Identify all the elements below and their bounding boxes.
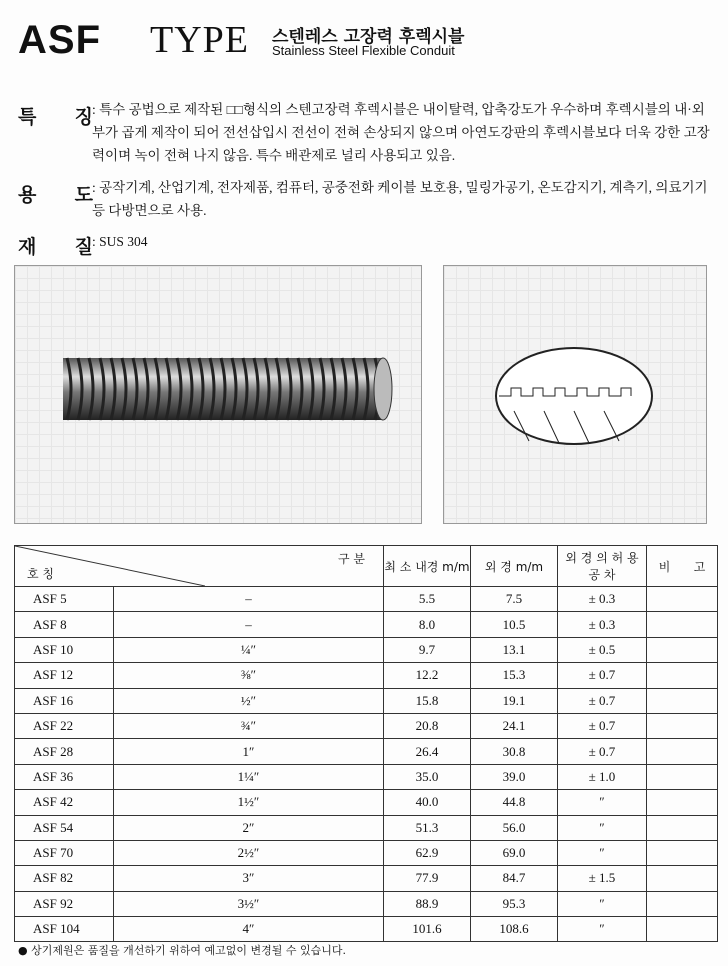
remarks-cell xyxy=(647,815,718,840)
features-label xyxy=(18,102,93,129)
division-cell: – xyxy=(114,612,384,637)
table-row xyxy=(15,612,718,637)
tolerance-cell: ″ xyxy=(558,840,647,865)
name-cell: ASF 104 xyxy=(15,917,114,942)
remarks-header xyxy=(647,546,718,587)
table-row xyxy=(15,790,718,815)
min-id-cell: 5.5 xyxy=(384,587,471,612)
tolerance-cell: ″ xyxy=(558,917,647,942)
od-cell: 19.1 xyxy=(471,688,558,713)
division-cell: 4″ xyxy=(114,917,384,942)
table-row xyxy=(15,587,718,612)
table-row xyxy=(15,840,718,865)
min-id-cell: 8.0 xyxy=(384,612,471,637)
od-cell: 10.5 xyxy=(471,612,558,637)
od-cell: 7.5 xyxy=(471,587,558,612)
od-cell: 84.7 xyxy=(471,866,558,891)
tolerance-cell: ± 0.7 xyxy=(558,688,647,713)
features-text: : 특수 공법으로 제작된 □□형식의 스텐고장력 후렉시블은 내이탈력, 압축강도가 우수하며 후렉시블의 내·외부가 곱게 제작이 되어 전선삽입시 전선이 전혀 손상되지 않으며 아연도강판의 후렉시블보다 더욱 강한 고장력이며 녹이 전혀 나지 않음. 특수 배관제로 널리 사용되고 있음. xyxy=(92,102,710,163)
od-cell: 13.1 xyxy=(471,637,558,662)
min-id-cell: 62.9 xyxy=(384,840,471,865)
remarks-cell xyxy=(647,764,718,789)
name-cell: ASF 8 xyxy=(15,612,114,637)
division-cell: ½″ xyxy=(114,688,384,713)
remarks-cell xyxy=(647,637,718,662)
tolerance-cell: ± 1.0 xyxy=(558,764,647,789)
table-row xyxy=(15,815,718,840)
name-cell: ASF 10 xyxy=(15,637,114,662)
usage-text: : 공작기계, 산업기계, 전자제품, 컴퓨터, 공중전화 케이블 보호용, 밀링가공기, 온도감지기, 계측기, 의료기기 등 다방면으로 사용. xyxy=(92,180,708,218)
tolerance-cell: ± 0.7 xyxy=(558,739,647,764)
name-cell: ASF 16 xyxy=(15,688,114,713)
min-id-header: 최 소 내경 m/m xyxy=(384,546,471,587)
tolerance-cell: ″ xyxy=(558,891,647,916)
footnote: ● 상기제원은 품질을 개선하기 위하여 예고없이 변경될 수 있습니다. xyxy=(18,944,346,957)
table-row xyxy=(15,917,718,942)
remarks-cell xyxy=(647,891,718,916)
tolerance-cell: ± 0.7 xyxy=(558,663,647,688)
table-row xyxy=(15,688,718,713)
min-id-cell: 77.9 xyxy=(384,866,471,891)
division-cell: 3″ xyxy=(114,866,384,891)
od-cell: 56.0 xyxy=(471,815,558,840)
od-cell: 108.6 xyxy=(471,917,558,942)
division-cell: ⅜″ xyxy=(114,663,384,688)
table-row xyxy=(15,891,718,916)
min-id-cell: 20.8 xyxy=(384,713,471,738)
remarks-cell xyxy=(647,663,718,688)
name-cell: ASF 36 xyxy=(15,764,114,789)
min-id-cell: 9.7 xyxy=(384,637,471,662)
label-char: 도 xyxy=(74,184,93,206)
material-text: : SUS 304 xyxy=(92,234,148,249)
name-cell: ASF 12 xyxy=(15,663,114,688)
name-cell: ASF 92 xyxy=(15,891,114,916)
tolerance-cell: ″ xyxy=(558,815,647,840)
remarks-cell xyxy=(647,917,718,942)
table-row xyxy=(15,713,718,738)
remarks-cell xyxy=(647,688,718,713)
division-cell: 1¼″ xyxy=(114,764,384,789)
conduit-image xyxy=(15,266,421,523)
usage-label xyxy=(18,180,93,207)
spec-table xyxy=(14,545,718,942)
remarks-cell xyxy=(647,739,718,764)
table-row xyxy=(15,637,718,662)
od-cell: 30.8 xyxy=(471,739,558,764)
name-cell: ASF 28 xyxy=(15,739,114,764)
division-header: 구 분 xyxy=(338,552,365,566)
tolerance-cell: ± 0.3 xyxy=(558,612,647,637)
type-title: TYPE xyxy=(150,19,249,61)
remarks-cell xyxy=(647,840,718,865)
division-cell: 1″ xyxy=(114,739,384,764)
od-cell: 69.0 xyxy=(471,840,558,865)
tolerance-cell: ± 0.3 xyxy=(558,587,647,612)
division-cell: ¼″ xyxy=(114,637,384,662)
label-char: 특 xyxy=(18,106,37,128)
tolerance-header: 외 경 의 허 용 공 차 xyxy=(558,546,647,587)
english-title: Stainless Steel Flexible Conduit xyxy=(272,43,455,58)
cross-section-image xyxy=(444,266,706,523)
min-id-cell: 51.3 xyxy=(384,815,471,840)
division-cell: ¾″ xyxy=(114,713,384,738)
name-cell: ASF 22 xyxy=(15,713,114,738)
remarks-cell xyxy=(647,612,718,637)
division-cell: 1½″ xyxy=(114,790,384,815)
table-row xyxy=(15,866,718,891)
label-char: 재 xyxy=(18,236,37,258)
table-row xyxy=(15,764,718,789)
remarks-cell xyxy=(647,713,718,738)
conduit-photo xyxy=(14,265,422,524)
name-cell: ASF 82 xyxy=(15,866,114,891)
division-cell: – xyxy=(114,587,384,612)
table-row xyxy=(15,663,718,688)
tolerance-cell: ± 1.5 xyxy=(558,866,647,891)
od-cell: 15.3 xyxy=(471,663,558,688)
material-label xyxy=(18,232,93,259)
label-char: 질 xyxy=(74,236,93,258)
od-header: 외 경 m/m xyxy=(471,546,558,587)
tolerance-cell: ± 0.7 xyxy=(558,713,647,738)
min-id-cell: 15.8 xyxy=(384,688,471,713)
tolerance-cell: ″ xyxy=(558,790,647,815)
remarks-cell xyxy=(647,587,718,612)
name-header: 호 칭 xyxy=(27,567,54,581)
division-cell: 3½″ xyxy=(114,891,384,916)
name-cell: ASF 42 xyxy=(15,790,114,815)
brand-title: ASF xyxy=(18,18,101,62)
table-row xyxy=(15,739,718,764)
remarks-char: 비 xyxy=(658,559,671,574)
min-id-cell: 40.0 xyxy=(384,790,471,815)
name-cell: ASF 54 xyxy=(15,815,114,840)
name-cell: ASF 70 xyxy=(15,840,114,865)
min-id-cell: 26.4 xyxy=(384,739,471,764)
name-division-header xyxy=(15,546,384,587)
remarks-cell xyxy=(647,790,718,815)
remarks-cell xyxy=(647,866,718,891)
od-cell: 24.1 xyxy=(471,713,558,738)
cross-section-diagram xyxy=(443,265,707,524)
division-cell: 2½″ xyxy=(114,840,384,865)
tolerance-cell: ± 0.5 xyxy=(558,637,647,662)
min-id-cell: 88.9 xyxy=(384,891,471,916)
min-id-cell: 35.0 xyxy=(384,764,471,789)
od-cell: 39.0 xyxy=(471,764,558,789)
label-char: 징 xyxy=(74,106,93,128)
od-cell: 44.8 xyxy=(471,790,558,815)
min-id-cell: 12.2 xyxy=(384,663,471,688)
label-char: 용 xyxy=(18,184,37,206)
name-cell: ASF 5 xyxy=(15,587,114,612)
remarks-char: 고 xyxy=(693,559,706,574)
min-id-cell: 101.6 xyxy=(384,917,471,942)
od-cell: 95.3 xyxy=(471,891,558,916)
korean-title: 스텐레스 고장력 후렉시블 xyxy=(272,27,465,47)
division-cell: 2″ xyxy=(114,815,384,840)
